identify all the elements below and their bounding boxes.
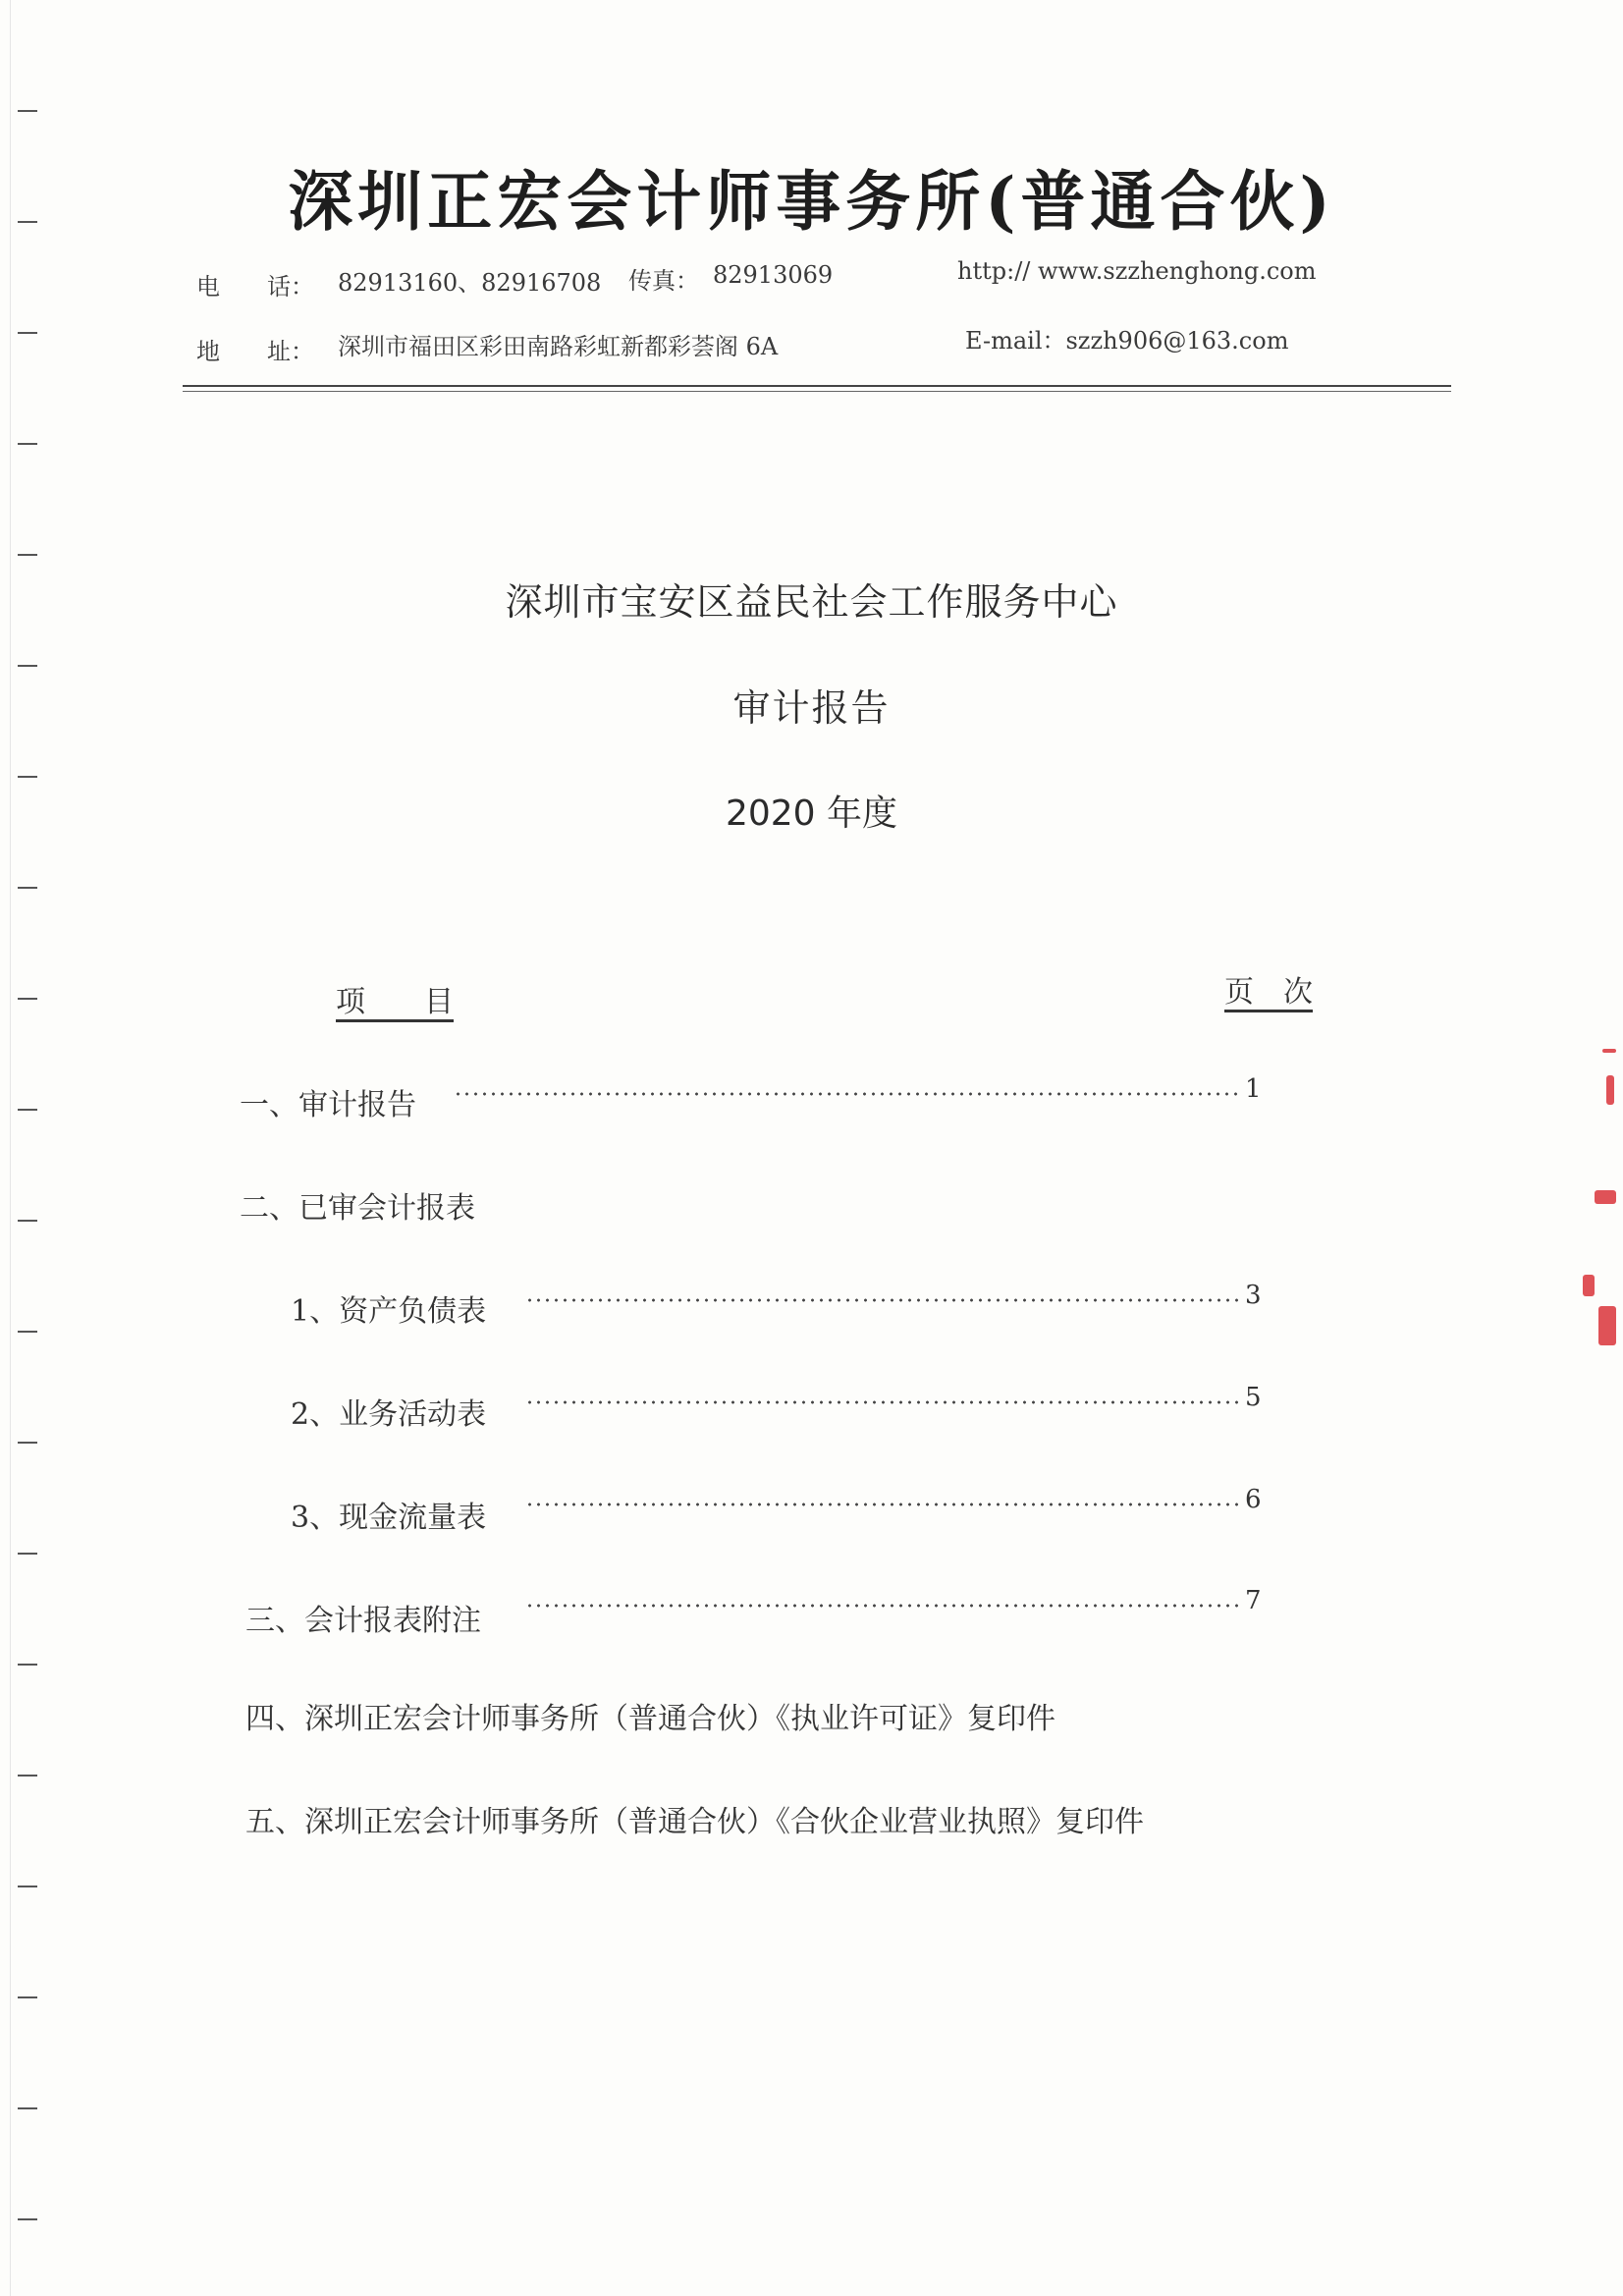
- fax-value: 82913069: [713, 261, 834, 289]
- address-label: 地 址：: [196, 338, 314, 365]
- report-title: 审计报告: [732, 686, 891, 730]
- binding-tick: [18, 110, 37, 112]
- toc-leader-dots: [454, 1092, 1237, 1096]
- binding-tick: [18, 554, 37, 556]
- toc-item-business-license-copy: 五、深圳正宏会计师事务所（普通合伙）《合伙企业营业执照》复印件: [245, 1805, 1144, 1839]
- binding-tick: [18, 887, 37, 889]
- website-text: http:// www.szzhenghong.com: [957, 257, 1317, 285]
- toc-page-number: 5: [1245, 1383, 1262, 1412]
- binding-tick: [18, 332, 37, 334]
- organization-name: 深圳市宝安区益民社会工作服务中心: [505, 580, 1118, 624]
- toc-item-notes: 三、会计报表附注: [245, 1604, 481, 1638]
- fax-label: 传真：: [628, 267, 699, 295]
- phone-label: 电 话：: [196, 273, 314, 301]
- binding-tick: [18, 1664, 37, 1666]
- binding-tick: [18, 1775, 37, 1777]
- binding-margin: [0, 0, 39, 2296]
- binding-tick: [18, 1996, 37, 1998]
- binding-tick: [18, 2107, 37, 2109]
- toc-leader-dots: [525, 1503, 1240, 1506]
- binding-tick: [18, 443, 37, 445]
- toc-page-number: 6: [1245, 1485, 1262, 1514]
- binding-tick: [18, 1331, 37, 1333]
- toc-item-balance-sheet: 1、资产负债表: [291, 1294, 487, 1329]
- toc-page-number: 3: [1245, 1281, 1262, 1310]
- binding-line: [10, 0, 11, 2296]
- binding-tick: [18, 1553, 37, 1555]
- binding-tick: [18, 2218, 37, 2220]
- toc-item-audited-statements: 二、已审会计报表: [240, 1191, 475, 1226]
- toc-leader-dots: [525, 1400, 1240, 1404]
- address-value: 深圳市福田区彩田南路彩虹新都彩荟阁 6A: [338, 333, 779, 360]
- binding-tick: [18, 1109, 37, 1111]
- binding-tick: [18, 1442, 37, 1444]
- binding-tick: [18, 665, 37, 667]
- toc-item-activity-statement: 2、业务活动表: [291, 1397, 487, 1432]
- toc-leader-dots: [525, 1604, 1240, 1608]
- toc-item-audit-report: 一、审计报告: [240, 1088, 416, 1122]
- report-year: 2020 年度: [725, 793, 898, 834]
- toc-header-item: 项 目: [336, 985, 454, 1019]
- binding-tick: [18, 998, 37, 1000]
- phone-value: 82913160、82916708: [338, 269, 602, 297]
- binding-tick: [18, 776, 37, 778]
- letterhead-divider: [183, 385, 1451, 387]
- email-text: E-mail：szzh906@163.com: [965, 327, 1289, 355]
- toc-item-cash-flow-statement: 3、现金流量表: [291, 1501, 487, 1535]
- binding-tick: [18, 1886, 37, 1887]
- toc-item-license-copy: 四、深圳正宏会计师事务所（普通合伙）《执业许可证》复印件: [245, 1702, 1055, 1736]
- toc-header-page: 页 次: [1224, 975, 1313, 1010]
- letterhead-divider-thin: [183, 391, 1451, 392]
- toc-page-number: 1: [1245, 1074, 1262, 1104]
- toc-page-number: 7: [1245, 1586, 1262, 1615]
- binding-tick: [18, 1220, 37, 1222]
- toc-leader-dots: [525, 1298, 1240, 1302]
- firm-name: 深圳正宏会计师事务所(普通合伙): [288, 163, 1335, 240]
